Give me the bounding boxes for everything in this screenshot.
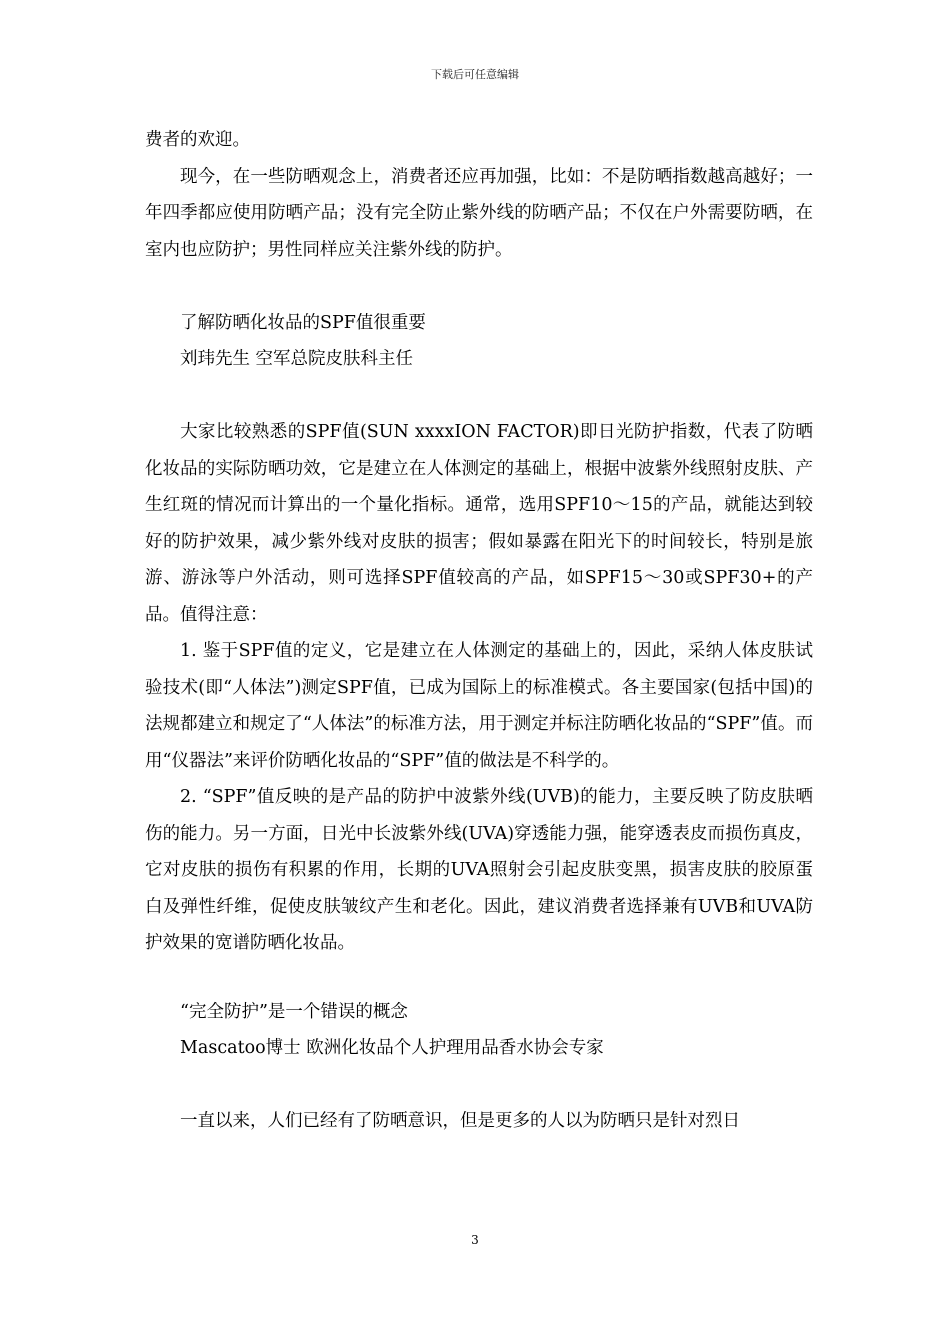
section-title-full-protection: “完全防护”是一个错误的概念 <box>180 1001 408 1022</box>
paragraph-point-2: 2. “SPF”值反映的是产品的防护中波紫外线(UVB)的能力，主要反映了防皮肤晒伤的能力。另一方面，日光中长波紫外线(UVA)穿透能力强，能穿透表皮而损伤真皮，它对皮肤的损伤有积累的作用，长期的UVA照射会引起皮肤变黑，损害皮肤的胶原蛋白及弹性纤维，促使皮肤皱纹产生和老化。因此，建议消费者选择兼有UVB和UVA防护效果的宽谱防晒化妆品。 <box>145 787 813 953</box>
page-number: 3 <box>471 1233 479 1247</box>
header-note: 下载后可任意编辑 <box>431 68 519 81</box>
spacer <box>145 378 813 415</box>
section-author-liu: 刘玮先生 空军总院皮肤科主任 <box>180 349 414 369</box>
paragraph-continuation: 费者的欢迎。 <box>145 130 250 150</box>
paragraph-last: 一直以来，人们已经有了防晒意识，但是更多的人以为防晒只是针对烈日 <box>180 1111 740 1131</box>
section-title-spf: 了解防晒化妆品的SPF值很重要 <box>180 312 426 333</box>
spacer <box>145 1067 813 1104</box>
spacer <box>145 962 813 994</box>
document-body <box>145 122 813 1140</box>
spacer <box>145 268 813 305</box>
section-author-mascatoo: Mascatoo博士 欧洲化妆品个人护理用品香水协会专家 <box>180 1038 604 1058</box>
paragraph-point-1: 1. 鉴于SPF值的定义，它是建立在人体测定的基础上的，因此，采纳人体皮肤试验技术(即“人体法”)测定SPF值，已成为国际上的标准模式。各主要国家(包括中国)的法规都建立和规定了“人体法”的标准方法，用于测定并标注防晒化妆品的“SPF”值。而用“仪器法”来评价防晒化妆品的“SPF”值的做法是不科学的。 <box>145 641 813 771</box>
paragraph-sun-protection-concepts: 现今，在一些防晒观念上，消费者还应再加强，比如：不是防晒指数越高越好；一年四季都应使用防晒产品；没有完全防止紫外线的防晒产品；不仅在户外需要防晒，在室内也应防护；男性同样应关注紫外线的防护。 <box>145 166 813 260</box>
paragraph-spf-definition: 大家比较熟悉的SPF值(SUN xxxxION FACTOR)即日光防护指数，代表了防晒化妆品的实际防晒功效，它是建立在人体测定的基础上，根据中波紫外线照射皮肤、产生红斑的情况而计算出的一个量化指标。通常，选用SPF10～15的产品，就能达到较好的防护效果，减少紫外线对皮肤的损害；假如暴露在阳光下的时间较长，特别是旅游、游泳等户外活动，则可选择SPF值较高的产品，如SPF15～30或SPF30+的产品。值得注意： <box>145 422 813 625</box>
